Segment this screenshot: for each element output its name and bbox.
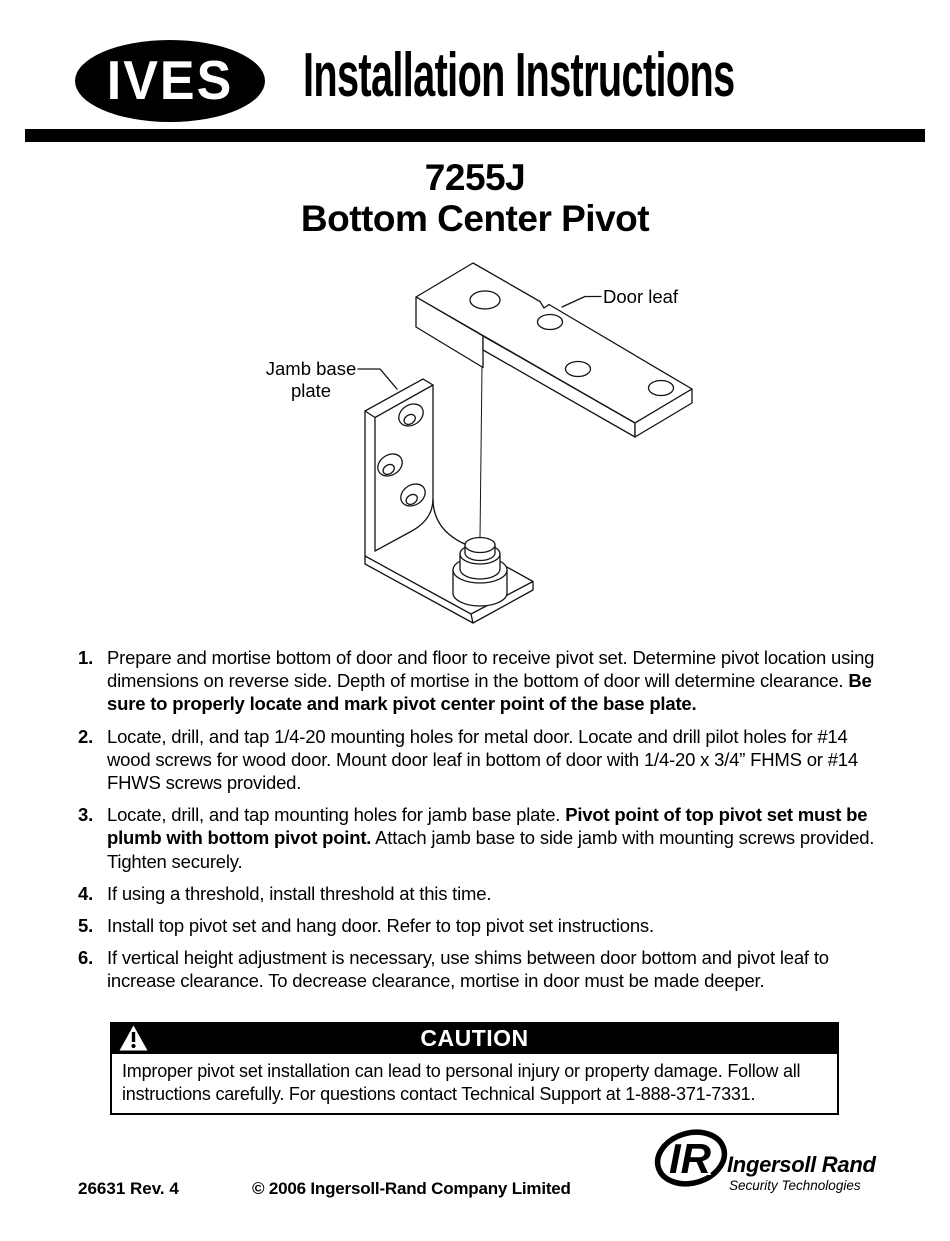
document-number: 26631 Rev. 4 xyxy=(78,1179,179,1198)
instruction-step-3 xyxy=(75,803,875,873)
header-divider xyxy=(25,129,925,142)
door-leaf-hole xyxy=(538,315,563,330)
copyright-text: © 2006 Ingersoll-Rand Company Limited xyxy=(252,1179,571,1198)
instruction-step-5 xyxy=(75,914,875,937)
step-text: If using a threshold, install threshold at this time. xyxy=(107,882,492,904)
step-number: 2. xyxy=(78,725,94,747)
caution-box xyxy=(110,1022,839,1115)
jamb-base-leader-line xyxy=(358,369,397,389)
ir-circle-icon xyxy=(652,1128,732,1192)
page-title: Installation Instructions xyxy=(303,41,735,110)
step-text: Prepare and mortise bottom of door and floor to receive pivot set. Determine pivot location using dimensions on reverse side. Depth of mortise in the bottom of door will determine clearance. Be sure to properly locate and mark pivot center point of the base plate. xyxy=(107,647,875,715)
product-name: Bottom Center Pivot xyxy=(300,198,650,239)
step-text: Install top pivot set and hang door. Refer to top pivot set instructions. xyxy=(107,915,654,937)
ir-mark-text: IR xyxy=(669,1135,711,1182)
jamb-bracket-silhouette xyxy=(365,379,533,623)
ives-logo xyxy=(75,40,265,122)
warning-triangle-icon xyxy=(119,1025,148,1051)
brand-name: Ingersoll Rand xyxy=(727,1152,876,1177)
caution-text: Improper pivot set installation can lead to personal injury or property damage. Follow all instructions carefully. For questions contact Technical Support at 1-888-371-7331. xyxy=(110,1054,839,1115)
step-number: 3. xyxy=(78,804,94,826)
jamb-base-label-line1: Jamb base xyxy=(265,358,357,379)
ives-logo-text: IVES xyxy=(106,50,234,112)
step-text: Locate, drill, and tap mounting holes for jamb base plate. Pivot point of top pivot set must be plumb with bottom pivot point. Attach jamb base to side jamb with mounting screws provided. Tighten securely. xyxy=(107,804,875,872)
step-number: 6. xyxy=(78,947,94,969)
instruction-step-6 xyxy=(75,946,875,992)
pivot-diagram-svg xyxy=(240,252,720,642)
jamb-base-plate-drawing xyxy=(365,379,533,623)
step-text: If vertical height adjustment is necessary, use shims between door bottom and pivot leaf to increase clearance. To decrease clearance, mortise in door must be made deeper. xyxy=(107,947,829,992)
door-leaf-hole xyxy=(649,381,674,396)
step-number: 1. xyxy=(78,647,94,668)
step-number: 4. xyxy=(78,882,94,904)
pivot-axis-line xyxy=(480,368,482,539)
caution-title: CAUTION xyxy=(420,1024,529,1051)
door-leaf-label: Door leaf xyxy=(603,286,679,307)
ingersoll-rand-logo xyxy=(652,1128,732,1197)
instruction-list xyxy=(75,646,875,1002)
instruction-step-2 xyxy=(75,725,875,795)
step-text: Locate, drill, and tap 1/4-20 mounting holes for metal door. Locate and drill pilot holes for #14 wood screws for wood door. Mount door leaf in bottom of door with 1/4-20 x 3/4” FHMS or #14 FHWS screws provided. xyxy=(107,725,858,794)
pivot-diagram xyxy=(240,252,720,642)
product-title xyxy=(0,157,950,239)
instruction-step-4 xyxy=(75,882,875,905)
step-number: 5. xyxy=(78,915,94,937)
door-leaf-leader-line xyxy=(562,297,601,308)
door-leaf-hole xyxy=(566,362,591,377)
product-model: 7255J xyxy=(424,157,526,198)
jamb-base-label-line2: plate xyxy=(290,380,332,401)
instruction-step-1 xyxy=(75,646,875,716)
caution-header xyxy=(110,1022,839,1054)
door-leaf-hole xyxy=(470,291,500,309)
brand-subtitle: Security Technologies xyxy=(729,1178,861,1193)
